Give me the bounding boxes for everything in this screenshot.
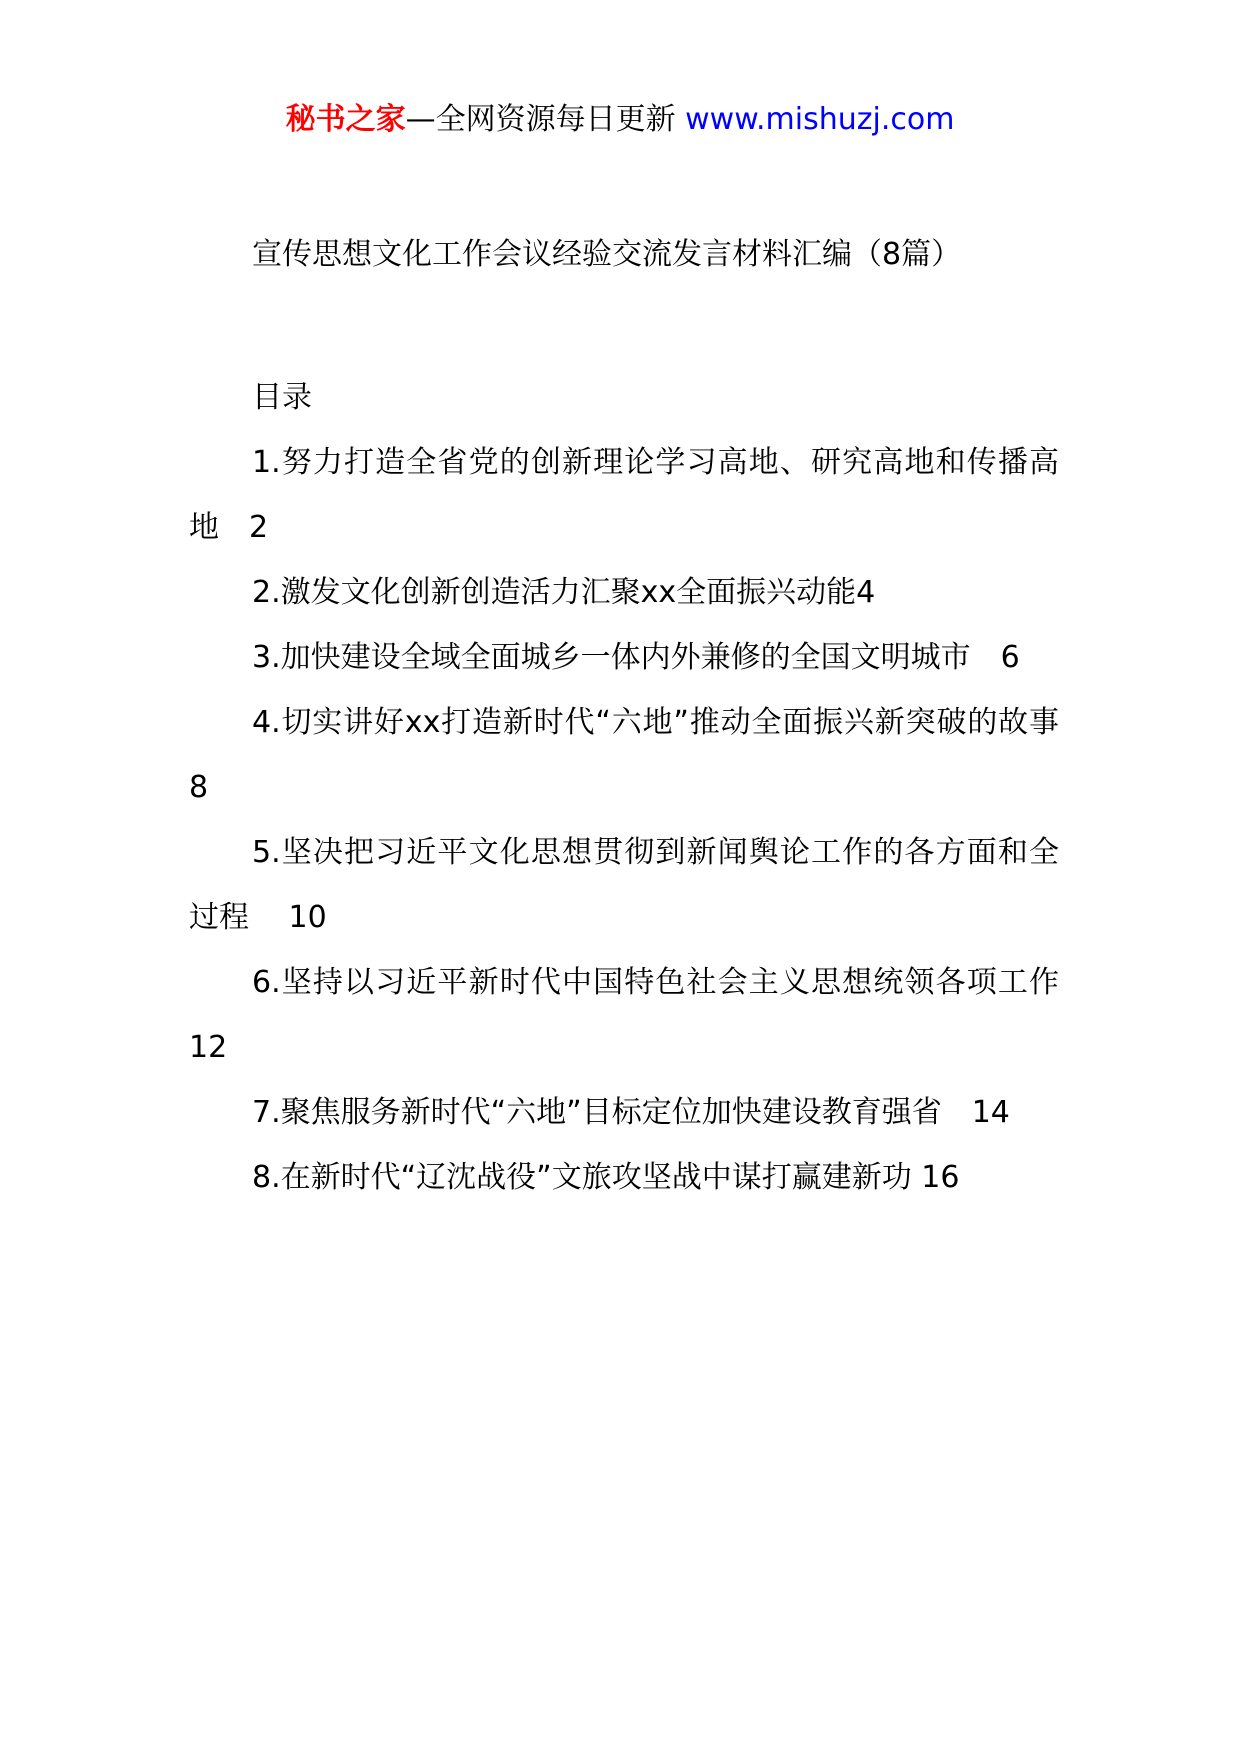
toc-item-5: 5.坚决把习近平文化思想贯彻到新闻舆论工作的各方面和全过程 10 bbox=[189, 835, 1059, 935]
table-of-contents bbox=[189, 365, 1089, 1210]
brand-name: 秘书之家 bbox=[285, 102, 406, 137]
header-tagline: —全网资源每日更新 bbox=[405, 102, 686, 137]
toc-item-8: 8.在新时代“辽沈战役”文旅攻坚战中谋打赢建新功 16 bbox=[252, 1160, 960, 1195]
page-header bbox=[0, 100, 1240, 140]
toc-item-1: 1.努力打造全省党的创新理论学习高地、研究高地和传播高地 2 bbox=[189, 445, 1059, 545]
document-title: 宣传思想文化工作会议经验交流发言材料汇编（8篇） bbox=[252, 237, 962, 272]
toc-item-3: 3.加快建设全域全面城乡一体内外兼修的全国文明城市 6 bbox=[252, 640, 1020, 675]
toc-item-4: 4.切实讲好xx打造新时代“六地”推动全面振兴新突破的故事 8 bbox=[189, 705, 1089, 805]
toc-item-2: 2.激发文化创新创造活力汇聚xx全面振兴动能4 bbox=[252, 575, 876, 610]
toc-item-7: 7.聚焦服务新时代“六地”目标定位加快建设教育强省 14 bbox=[252, 1095, 1010, 1130]
toc-heading: 目录 bbox=[252, 380, 312, 415]
toc-item-6: 6.坚持以习近平新时代中国特色社会主义思想统领各项工作 12 bbox=[189, 965, 1059, 1065]
website-link[interactable]: www.mishuzj.com bbox=[685, 102, 955, 137]
